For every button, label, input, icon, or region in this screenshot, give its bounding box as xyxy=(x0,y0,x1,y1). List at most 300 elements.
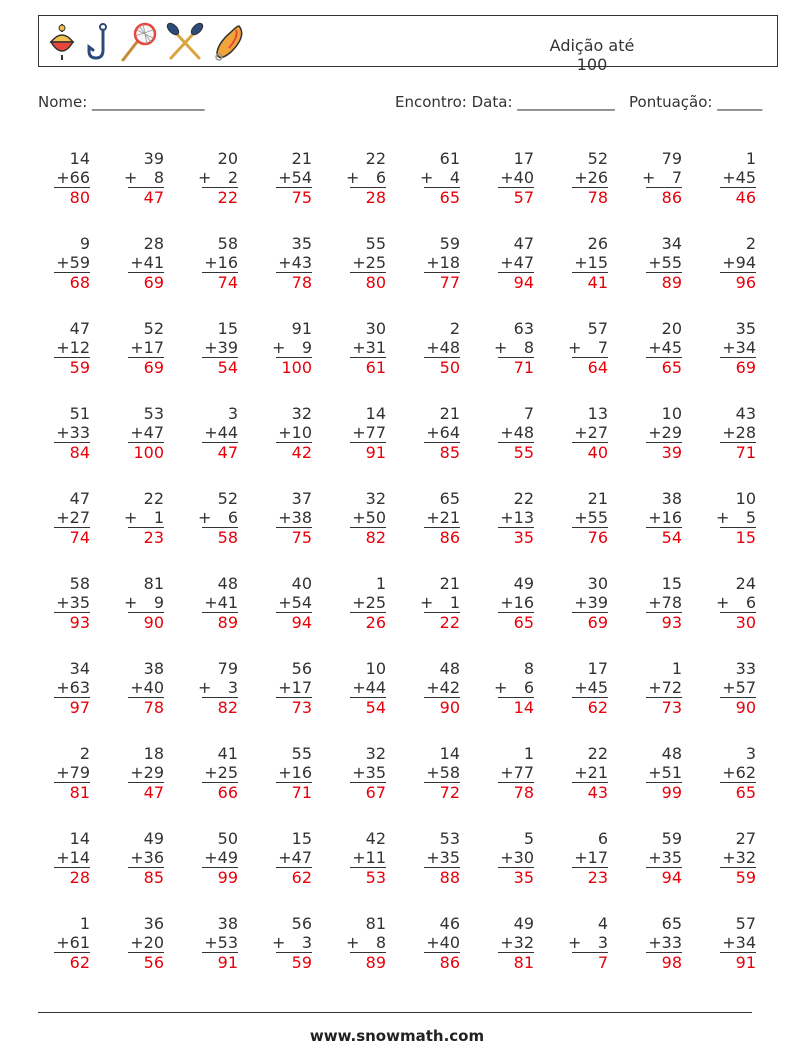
second-addend-line xyxy=(50,423,90,442)
second-addend: 8 xyxy=(375,933,386,952)
second-addend-line xyxy=(346,848,386,867)
plus-sign: + xyxy=(130,933,144,952)
plus-sign: + xyxy=(124,593,138,612)
first-addend: 27 xyxy=(735,829,756,848)
second-addend-line xyxy=(568,763,608,782)
addition-problem xyxy=(346,149,386,207)
second-addend-line xyxy=(716,763,756,782)
second-addend: 29 xyxy=(661,423,682,442)
plus-sign: + xyxy=(272,933,286,952)
addition-problem xyxy=(124,319,164,377)
second-addend-line xyxy=(50,763,90,782)
first-addend: 20 xyxy=(217,149,238,168)
plus-sign: + xyxy=(426,933,440,952)
addition-problem xyxy=(642,914,682,972)
second-addend: 21 xyxy=(587,763,608,782)
second-addend: 33 xyxy=(69,423,90,442)
second-addend: 32 xyxy=(735,848,756,867)
answer: 64 xyxy=(572,357,608,377)
second-addend: 72 xyxy=(661,678,682,697)
second-addend-line xyxy=(716,593,756,612)
answer: 56 xyxy=(128,952,164,972)
answer: 96 xyxy=(720,272,756,292)
first-addend: 7 xyxy=(523,404,534,423)
second-addend: 35 xyxy=(365,763,386,782)
answer: 65 xyxy=(498,612,534,632)
second-addend: 54 xyxy=(291,168,312,187)
plus-sign: + xyxy=(568,338,582,357)
second-addend: 40 xyxy=(143,678,164,697)
first-addend: 56 xyxy=(291,914,312,933)
second-addend-line xyxy=(124,848,164,867)
addition-problem xyxy=(642,319,682,377)
addition-problem xyxy=(568,829,608,887)
second-addend-line xyxy=(272,933,312,952)
answer: 77 xyxy=(424,272,460,292)
addition-problem xyxy=(642,404,682,462)
answer: 55 xyxy=(498,442,534,462)
first-addend: 42 xyxy=(365,829,386,848)
second-addend: 16 xyxy=(217,253,238,272)
addition-problem xyxy=(346,489,386,547)
answer: 88 xyxy=(424,867,460,887)
first-addend: 6 xyxy=(597,829,608,848)
plus-sign: + xyxy=(204,338,218,357)
second-addend: 29 xyxy=(143,763,164,782)
second-addend: 33 xyxy=(661,933,682,952)
second-addend: 53 xyxy=(217,933,238,952)
answer: 54 xyxy=(202,357,238,377)
plus-sign: + xyxy=(130,763,144,782)
addition-problem xyxy=(198,829,238,887)
first-addend: 21 xyxy=(439,404,460,423)
worksheet-title: Adição até 100 xyxy=(549,36,635,74)
addition-problem xyxy=(50,574,90,632)
addition-problem xyxy=(420,234,460,292)
answer: 69 xyxy=(572,612,608,632)
second-addend: 25 xyxy=(365,253,386,272)
plus-sign: + xyxy=(346,933,360,952)
plus-sign: + xyxy=(648,848,662,867)
plus-sign: + xyxy=(198,168,212,187)
first-addend: 40 xyxy=(291,574,312,593)
second-addend: 3 xyxy=(227,678,238,697)
second-addend: 40 xyxy=(439,933,460,952)
addition-problem xyxy=(124,659,164,717)
first-addend: 3 xyxy=(227,404,238,423)
answer: 71 xyxy=(276,782,312,802)
plus-sign: + xyxy=(272,338,286,357)
plus-sign: + xyxy=(204,593,218,612)
second-addend: 48 xyxy=(439,338,460,357)
second-addend-line xyxy=(198,933,238,952)
first-addend: 46 xyxy=(439,914,460,933)
second-addend: 36 xyxy=(143,848,164,867)
plus-sign: + xyxy=(278,168,292,187)
second-addend: 47 xyxy=(513,253,534,272)
second-addend: 27 xyxy=(587,423,608,442)
first-addend: 49 xyxy=(513,914,534,933)
second-addend-line xyxy=(346,253,386,272)
second-addend-line xyxy=(272,253,312,272)
answer: 7 xyxy=(572,952,608,972)
second-addend: 10 xyxy=(291,423,312,442)
second-addend-line xyxy=(198,678,238,697)
second-addend-line xyxy=(346,423,386,442)
plus-sign: + xyxy=(130,848,144,867)
second-addend-line xyxy=(124,933,164,952)
first-addend: 32 xyxy=(365,744,386,763)
second-addend-line xyxy=(568,423,608,442)
first-addend: 79 xyxy=(217,659,238,678)
plus-sign: + xyxy=(574,848,588,867)
first-addend: 39 xyxy=(143,149,164,168)
second-addend: 2 xyxy=(227,168,238,187)
addition-problem xyxy=(124,744,164,802)
addition-problem xyxy=(494,914,534,972)
first-addend: 22 xyxy=(365,149,386,168)
answer: 81 xyxy=(54,782,90,802)
second-addend-line xyxy=(420,593,460,612)
answer: 26 xyxy=(350,612,386,632)
second-addend-line xyxy=(494,593,534,612)
second-addend-line xyxy=(50,508,90,527)
addition-problem xyxy=(642,574,682,632)
second-addend-line xyxy=(198,253,238,272)
plus-sign: + xyxy=(500,423,514,442)
first-addend: 28 xyxy=(143,234,164,253)
second-addend: 13 xyxy=(513,508,534,527)
second-addend: 17 xyxy=(587,848,608,867)
answer: 69 xyxy=(720,357,756,377)
answer: 69 xyxy=(128,272,164,292)
first-addend: 63 xyxy=(513,319,534,338)
second-addend-line xyxy=(198,763,238,782)
answer: 85 xyxy=(128,867,164,887)
addition-problem xyxy=(716,659,756,717)
answer: 99 xyxy=(202,867,238,887)
answer: 76 xyxy=(572,527,608,547)
second-addend: 6 xyxy=(523,678,534,697)
second-addend-line xyxy=(272,423,312,442)
answer: 80 xyxy=(54,187,90,207)
plus-sign: + xyxy=(642,168,656,187)
addition-problem xyxy=(420,914,460,972)
plus-sign: + xyxy=(130,338,144,357)
answer: 98 xyxy=(646,952,682,972)
second-addend: 77 xyxy=(365,423,386,442)
addition-problem xyxy=(568,574,608,632)
answer: 93 xyxy=(646,612,682,632)
addition-problem xyxy=(50,234,90,292)
second-addend-line xyxy=(420,253,460,272)
first-addend: 49 xyxy=(143,829,164,848)
addition-problem xyxy=(420,744,460,802)
addition-problem xyxy=(272,149,312,207)
plus-sign: + xyxy=(574,423,588,442)
plus-sign: + xyxy=(722,338,736,357)
second-addend-line xyxy=(568,168,608,187)
plus-sign: + xyxy=(278,253,292,272)
plus-sign: + xyxy=(56,593,70,612)
second-addend: 3 xyxy=(301,933,312,952)
first-addend: 50 xyxy=(217,829,238,848)
first-addend: 52 xyxy=(587,149,608,168)
first-addend: 21 xyxy=(291,149,312,168)
second-addend: 39 xyxy=(587,593,608,612)
addition-problem xyxy=(494,489,534,547)
plus-sign: + xyxy=(56,508,70,527)
first-addend: 10 xyxy=(735,489,756,508)
second-addend: 20 xyxy=(143,933,164,952)
plus-sign: + xyxy=(500,933,514,952)
answer: 74 xyxy=(202,272,238,292)
second-addend-line xyxy=(568,253,608,272)
first-addend: 36 xyxy=(143,914,164,933)
addition-problem xyxy=(272,829,312,887)
addition-problem xyxy=(494,829,534,887)
second-addend: 8 xyxy=(153,168,164,187)
second-addend: 39 xyxy=(217,338,238,357)
plus-sign: + xyxy=(500,763,514,782)
first-addend: 2 xyxy=(449,319,460,338)
plus-sign: + xyxy=(278,763,292,782)
addition-problem xyxy=(272,574,312,632)
plus-sign: + xyxy=(648,508,662,527)
plus-sign: + xyxy=(352,423,366,442)
second-addend: 49 xyxy=(217,848,238,867)
addition-problem xyxy=(716,744,756,802)
plus-sign: + xyxy=(198,508,212,527)
first-addend: 38 xyxy=(217,914,238,933)
answer: 94 xyxy=(276,612,312,632)
plus-sign: + xyxy=(716,508,730,527)
plus-sign: + xyxy=(722,423,736,442)
addition-problem xyxy=(272,744,312,802)
addition-problem xyxy=(346,659,386,717)
answer: 59 xyxy=(720,867,756,887)
second-addend: 9 xyxy=(153,593,164,612)
first-addend: 38 xyxy=(143,659,164,678)
second-addend: 16 xyxy=(661,508,682,527)
second-addend: 7 xyxy=(671,168,682,187)
plus-sign: + xyxy=(204,253,218,272)
answer: 41 xyxy=(572,272,608,292)
addition-problem xyxy=(716,149,756,207)
second-addend: 78 xyxy=(661,593,682,612)
second-addend: 34 xyxy=(735,338,756,357)
first-addend: 79 xyxy=(661,149,682,168)
answer: 71 xyxy=(498,357,534,377)
first-addend: 30 xyxy=(365,319,386,338)
answer: 15 xyxy=(720,527,756,547)
second-addend-line xyxy=(494,338,534,357)
answer: 43 xyxy=(572,782,608,802)
date-field: Encontro: Data: _____________ xyxy=(395,93,615,111)
first-addend: 48 xyxy=(661,744,682,763)
plus-sign: + xyxy=(574,168,588,187)
first-addend: 91 xyxy=(291,319,312,338)
second-addend: 30 xyxy=(513,848,534,867)
second-addend: 55 xyxy=(587,508,608,527)
second-addend-line xyxy=(420,678,460,697)
second-addend-line xyxy=(272,508,312,527)
answer: 89 xyxy=(350,952,386,972)
second-addend: 11 xyxy=(365,848,386,867)
answer: 65 xyxy=(720,782,756,802)
second-addend: 5 xyxy=(745,508,756,527)
plus-sign: + xyxy=(574,593,588,612)
answer: 81 xyxy=(498,952,534,972)
addition-problem xyxy=(494,574,534,632)
first-addend: 47 xyxy=(69,319,90,338)
first-addend: 1 xyxy=(523,744,534,763)
addition-problem xyxy=(124,914,164,972)
second-addend: 12 xyxy=(69,338,90,357)
first-addend: 35 xyxy=(291,234,312,253)
answer: 39 xyxy=(646,442,682,462)
addition-problem xyxy=(198,404,238,462)
addition-problem xyxy=(50,149,90,207)
plus-sign: + xyxy=(56,678,70,697)
second-addend-line xyxy=(716,168,756,187)
second-addend-line xyxy=(568,933,608,952)
addition-problem xyxy=(494,234,534,292)
second-addend: 41 xyxy=(217,593,238,612)
plus-sign: + xyxy=(426,508,440,527)
addition-problem xyxy=(198,574,238,632)
addition-problem xyxy=(346,404,386,462)
answer: 54 xyxy=(350,697,386,717)
second-addend-line xyxy=(198,423,238,442)
second-addend-line xyxy=(346,763,386,782)
answer: 53 xyxy=(350,867,386,887)
addition-problem xyxy=(124,574,164,632)
second-addend: 57 xyxy=(735,678,756,697)
first-addend: 8 xyxy=(523,659,534,678)
first-addend: 43 xyxy=(735,404,756,423)
addition-problem xyxy=(272,319,312,377)
second-addend-line xyxy=(272,678,312,697)
second-addend-line xyxy=(494,168,534,187)
answer: 86 xyxy=(424,527,460,547)
answer: 78 xyxy=(128,697,164,717)
addition-problem xyxy=(198,149,238,207)
plus-sign: + xyxy=(346,168,360,187)
second-addend: 44 xyxy=(217,423,238,442)
second-addend: 66 xyxy=(69,168,90,187)
plus-sign: + xyxy=(426,338,440,357)
first-addend: 49 xyxy=(513,574,534,593)
plus-sign: + xyxy=(574,678,588,697)
second-addend-line xyxy=(198,168,238,187)
answer: 46 xyxy=(720,187,756,207)
second-addend: 14 xyxy=(69,848,90,867)
answer: 50 xyxy=(424,357,460,377)
answer: 94 xyxy=(646,867,682,887)
answer: 80 xyxy=(350,272,386,292)
second-addend-line xyxy=(494,423,534,442)
second-addend-line xyxy=(198,848,238,867)
second-addend: 40 xyxy=(513,168,534,187)
answer: 68 xyxy=(54,272,90,292)
addition-problem xyxy=(494,744,534,802)
answer: 73 xyxy=(646,697,682,717)
first-addend: 22 xyxy=(143,489,164,508)
plus-sign: + xyxy=(648,423,662,442)
plus-sign: + xyxy=(352,253,366,272)
plus-sign: + xyxy=(420,593,434,612)
first-addend: 24 xyxy=(735,574,756,593)
second-addend: 6 xyxy=(745,593,756,612)
footer-url: www.snowmath.com xyxy=(309,1027,485,1045)
second-addend: 45 xyxy=(735,168,756,187)
answer: 91 xyxy=(350,442,386,462)
second-addend-line xyxy=(50,338,90,357)
answer: 71 xyxy=(720,442,756,462)
second-addend-line xyxy=(642,508,682,527)
plus-sign: + xyxy=(56,848,70,867)
first-addend: 22 xyxy=(587,744,608,763)
second-addend-line xyxy=(272,593,312,612)
addition-problem xyxy=(346,744,386,802)
first-addend: 22 xyxy=(513,489,534,508)
second-addend-line xyxy=(716,933,756,952)
addition-problem xyxy=(568,914,608,972)
second-addend-line xyxy=(50,848,90,867)
answer: 54 xyxy=(646,527,682,547)
plus-sign: + xyxy=(352,338,366,357)
second-addend-line xyxy=(124,168,164,187)
plus-sign: + xyxy=(426,253,440,272)
plus-sign: + xyxy=(124,508,138,527)
plus-sign: + xyxy=(56,763,70,782)
answer: 72 xyxy=(424,782,460,802)
second-addend: 45 xyxy=(587,678,608,697)
second-addend: 15 xyxy=(587,253,608,272)
plus-sign: + xyxy=(722,933,736,952)
second-addend: 43 xyxy=(291,253,312,272)
second-addend: 31 xyxy=(365,338,386,357)
first-addend: 32 xyxy=(365,489,386,508)
first-addend: 48 xyxy=(217,574,238,593)
plus-sign: + xyxy=(204,763,218,782)
answer: 35 xyxy=(498,867,534,887)
second-addend-line xyxy=(420,763,460,782)
plus-sign: + xyxy=(56,423,70,442)
addition-problem xyxy=(420,404,460,462)
second-addend: 55 xyxy=(661,253,682,272)
addition-problem xyxy=(420,829,460,887)
first-addend: 14 xyxy=(365,404,386,423)
plus-sign: + xyxy=(56,338,70,357)
addition-problem xyxy=(50,914,90,972)
plus-sign: + xyxy=(352,508,366,527)
first-addend: 21 xyxy=(439,574,460,593)
second-addend: 77 xyxy=(513,763,534,782)
second-addend-line xyxy=(494,933,534,952)
answer: 47 xyxy=(128,782,164,802)
second-addend-line xyxy=(346,338,386,357)
answer: 47 xyxy=(128,187,164,207)
first-addend: 57 xyxy=(735,914,756,933)
addition-problem xyxy=(198,489,238,547)
footer-divider xyxy=(38,1012,752,1013)
addition-problem xyxy=(198,914,238,972)
second-addend-line xyxy=(494,508,534,527)
second-addend-line xyxy=(420,423,460,442)
answer: 65 xyxy=(424,187,460,207)
